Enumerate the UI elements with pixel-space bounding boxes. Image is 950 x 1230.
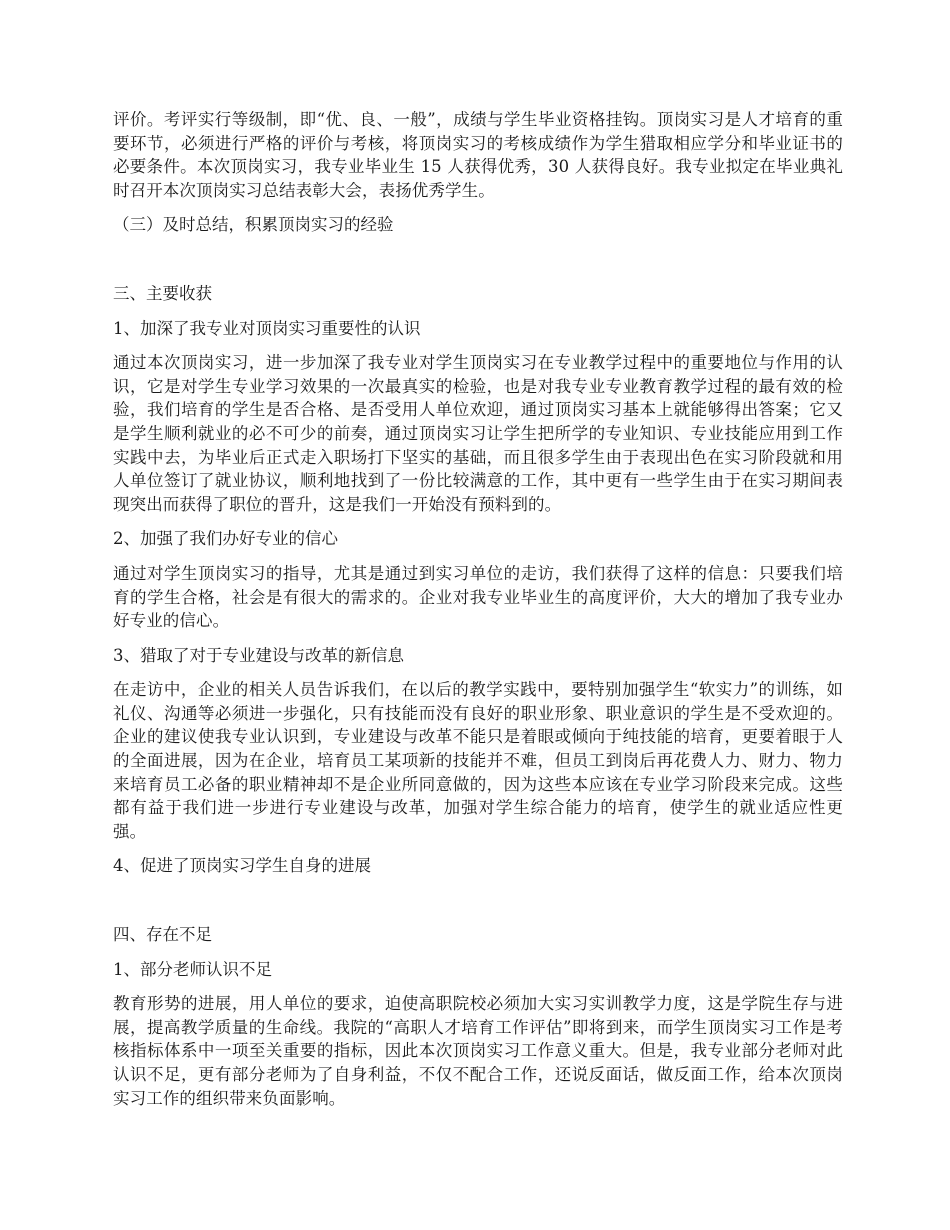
paragraph-importance: 通过本次顶岗实习，进一步加深了我专业对学生顶岗实习在专业教学过程中的重要地位与作用的认识，它是对学生专业学习效果的一次最真实的检验，也是对我专业专业教育教学过程的最有效的检验，我们培育的学生是否合格、是否受用人单位欢迎，通过顶岗实习基本上就能够得出答案；它又是学生顺利就业的必不可少的前奏，通过顶岗实习让学生把所学的专业知识、专业技能应用到工作实践中去，为毕业后正式走入职场打下坚实的基础，而且很多学生由于表现出色在实习阶段就和用人单位签订了就业协议，顺利地找到了一份比较满意的工作，其中更有一些学生由于在实习期间表现突出而获得了职位的晋升，这是我们一开始没有预料到的。 [113, 353, 843, 514]
item-heading-awareness: 1、部分老师认识不足 [113, 959, 272, 979]
item-heading-confidence: 2、加强了我们办好专业的信心 [113, 529, 338, 549]
document-page [113, 108, 843, 1121]
subheading-summary: （三）及时总结，积累顶岗实习的经验 [113, 215, 394, 235]
section-heading-gains: 三、主要收获 [113, 283, 212, 303]
paragraph-confidence: 通过对学生顶岗实习的指导，尤其是通过到实习单位的走访，我们获得了这样的信息：只要我们培育的学生合格，社会是有很大的需求的。企业对我专业毕业生的高度评价，大大的增加了我专业办好专业的信心。 [113, 563, 843, 631]
item-heading-importance: 1、加深了我专业对顶岗实习重要性的认识 [113, 318, 421, 338]
item-heading-student-growth: 4、促进了顶岗实习学生自身的进展 [113, 856, 371, 876]
paragraph-evaluation: 评价。考评实行等级制，即“优、良、一般”，成绩与学生毕业资格挂钩。顶岗实习是人才培育的重要环节，必须进行严格的评价与考核，将顶岗实习的考核成绩作为学生猎取相应学分和毕业证书的必要条件。本次顶岗实习，我专业毕业生 15 人获得优秀，30 人获得良好。我专业拟定在毕业典礼时召开本次顶岗实习总结表彰大会，表扬优秀学生。 [113, 110, 843, 200]
section-heading-shortcomings: 四、存在不足 [113, 925, 212, 945]
item-heading-new-info: 3、猎取了对于专业建设与改革的新信息 [113, 645, 404, 665]
spacer [113, 248, 843, 282]
paragraph-new-info: 在走访中，企业的相关人员告诉我们，在以后的教学实践中，要特别加强学生“软实力”的训练，如礼仪、沟通等必须进一步强化，只有技能而没有良好的职业形象、职业意识的学生是不受欢迎的。企业的建议使我专业认识到，专业建设与改革不能只是着眼或倾向于纯技能的培育，更要着眼于人的全面进展，因为在企业，培育员工某项新的技能并不难，但员工到岗后再花费人力、财力、物力来培育员工必备的职业精神却不是企业所同意做的，因为这些本应该在专业学习阶段来完成。这些都有益于我们进一步进行专业建设与改革，加强对学生综合能力的培育，使学生的就业适应性更强。 [113, 680, 843, 841]
spacer [113, 889, 843, 923]
paragraph-awareness: 教育形势的进展，用人单位的要求，迫使高职院校必须加大实习实训教学力度，这是学院生存与进展，提高教学质量的生命线。我院的“高职人才培育工作评估”即将到来，而学生顶岗实习工作是考核指标体系中一项至关重要的指标，因此本次顶岗实习工作意义重大。但是，我专业部分老师对此认识不足，更有部分老师为了自身利益，不仅不配合工作，还说反面话，做反面工作，给本次顶岗实习工作的组织带来负面影响。 [113, 994, 843, 1108]
